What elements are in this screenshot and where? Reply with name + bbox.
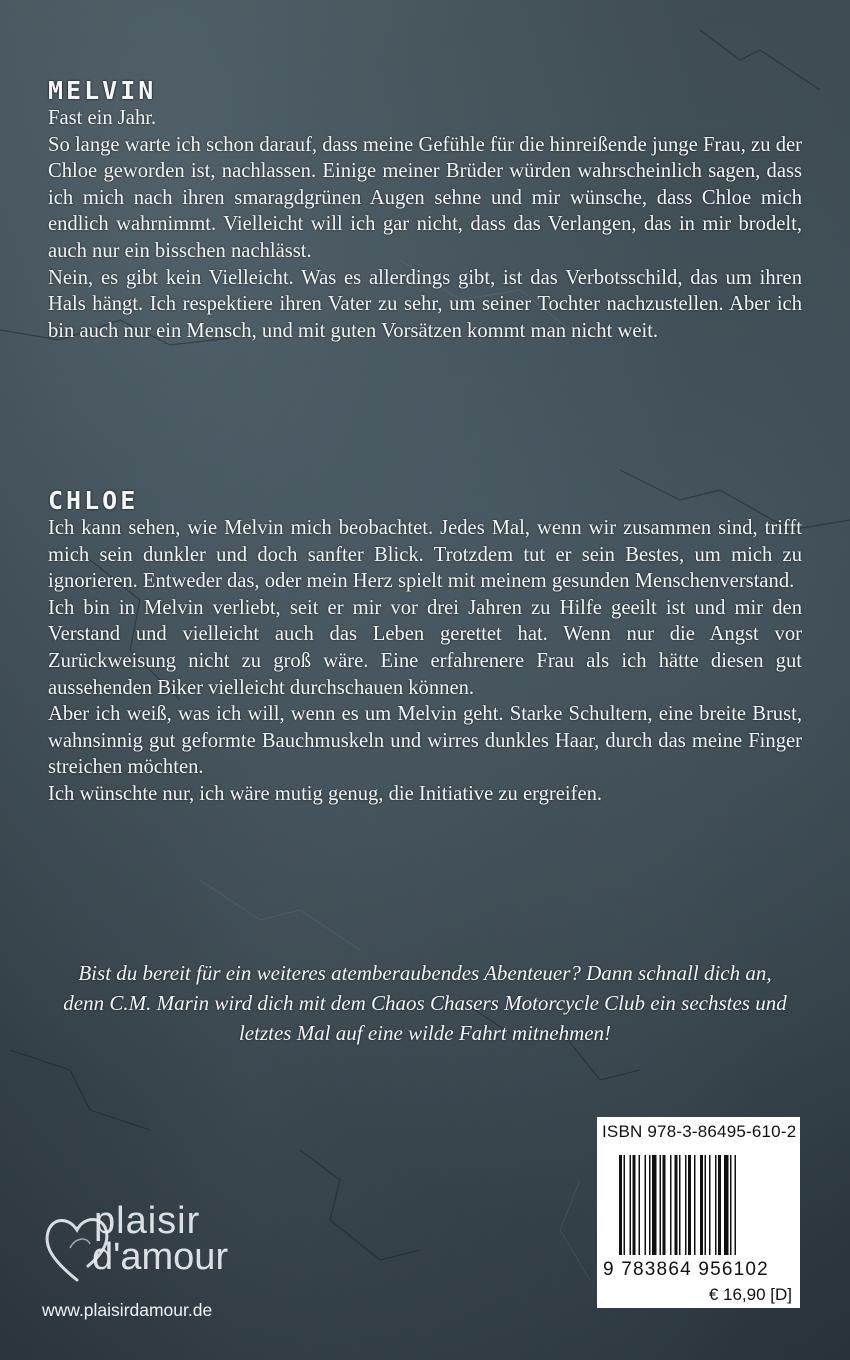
melvin-heading: MELVIN (48, 76, 157, 105)
isbn-barcode-box (597, 1117, 800, 1308)
chloe-paragraph: Aber ich weiß, was ich will, wenn es um Melvin geht. Starke Schultern, eine breite Brust, wahnsinnig gut geformte Bauchmuskeln und wirres dunkles Haar, durch das meine Finger streichen möchten. (48, 703, 802, 779)
barcode-digits: 9 783864 956102 (603, 1259, 769, 1280)
melvin-text (48, 105, 802, 344)
chloe-paragraph: Ich wünschte nur, ich wäre mutig genug, die Initiative zu ergreifen. (48, 782, 603, 805)
chloe-heading: CHLOE (48, 486, 139, 515)
chloe-paragraph: Ich kann sehen, wie Melvin mich beobachtet. Jedes Mal, wenn wir zusammen sind, trifft mich sein dunkler und doch sanfter Blick. Trotzdem tut er sein Bestes, um mich zu ignorieren. Entweder das, oder mein Herz spielt mit meinem gesunden Menschenverstand. (48, 517, 802, 593)
chloe-text (48, 515, 802, 808)
logo-text-plaisir: plaisir (94, 1200, 201, 1242)
logo-text-damour: d'amour (92, 1236, 229, 1278)
price: € 16,90 [D] (708, 1285, 792, 1304)
melvin-paragraph: Nein, es gibt kein Vielleicht. Was es allerdings gibt, ist das Verbotsschild, das um ihren Hals hängt. Ich respektiere ihren Vater zu sehr, um seiner Tochter nachzustellen. Aber ich bin auch nur ein Mensch, und mit guten Vorsätzen kommt man nicht weit. (48, 266, 802, 342)
publisher-website: www.plaisirdamour.de (42, 1300, 213, 1320)
tagline: Bist du bereit für ein weiteres atemberaubendes Abenteuer? Dann schnall dich an, denn C.M. Marin wird dich mit dem Chaos Chasers Motorcycle Club ein sechstes und letztes Mal auf eine wilde Fahrt mitnehmen! (63, 961, 787, 1045)
chloe-paragraph: Ich bin in Melvin verliebt, seit er mir vor drei Jahren zu Hilfe geeilt ist und mir den Verstand und vielleicht auch das Leben gerettet hat. Wenn nur die Angst vor Zurückweisung nicht zu groß wäre. Eine erfahrenere Frau als ich hätte diesen gut aussehenden Biker vielleicht durchschauen können. (48, 596, 802, 699)
melvin-paragraph: Fast ein Jahr. (48, 107, 157, 129)
melvin-paragraph: So lange warte ich schon darauf, dass meine Gefühle für die hinreißende junge Frau, zu der Chloe geworden ist, nachlassen. Einige meiner Brüder würden wahrscheinlich sagen, dass ich mich nach ihren smaragdgrünen Augen sehne und mir wünsche, dass Chloe mich endlich wahrnimmt. Vielleicht will ich gar nicht, dass das Verlangen, das in mir brodelt, auch nur ein bisschen nachlässt. (48, 133, 802, 262)
publisher-logo (42, 1200, 252, 1290)
barcode (619, 1155, 779, 1255)
isbn-number: ISBN 978-3-86495-610-2 (602, 1122, 797, 1141)
